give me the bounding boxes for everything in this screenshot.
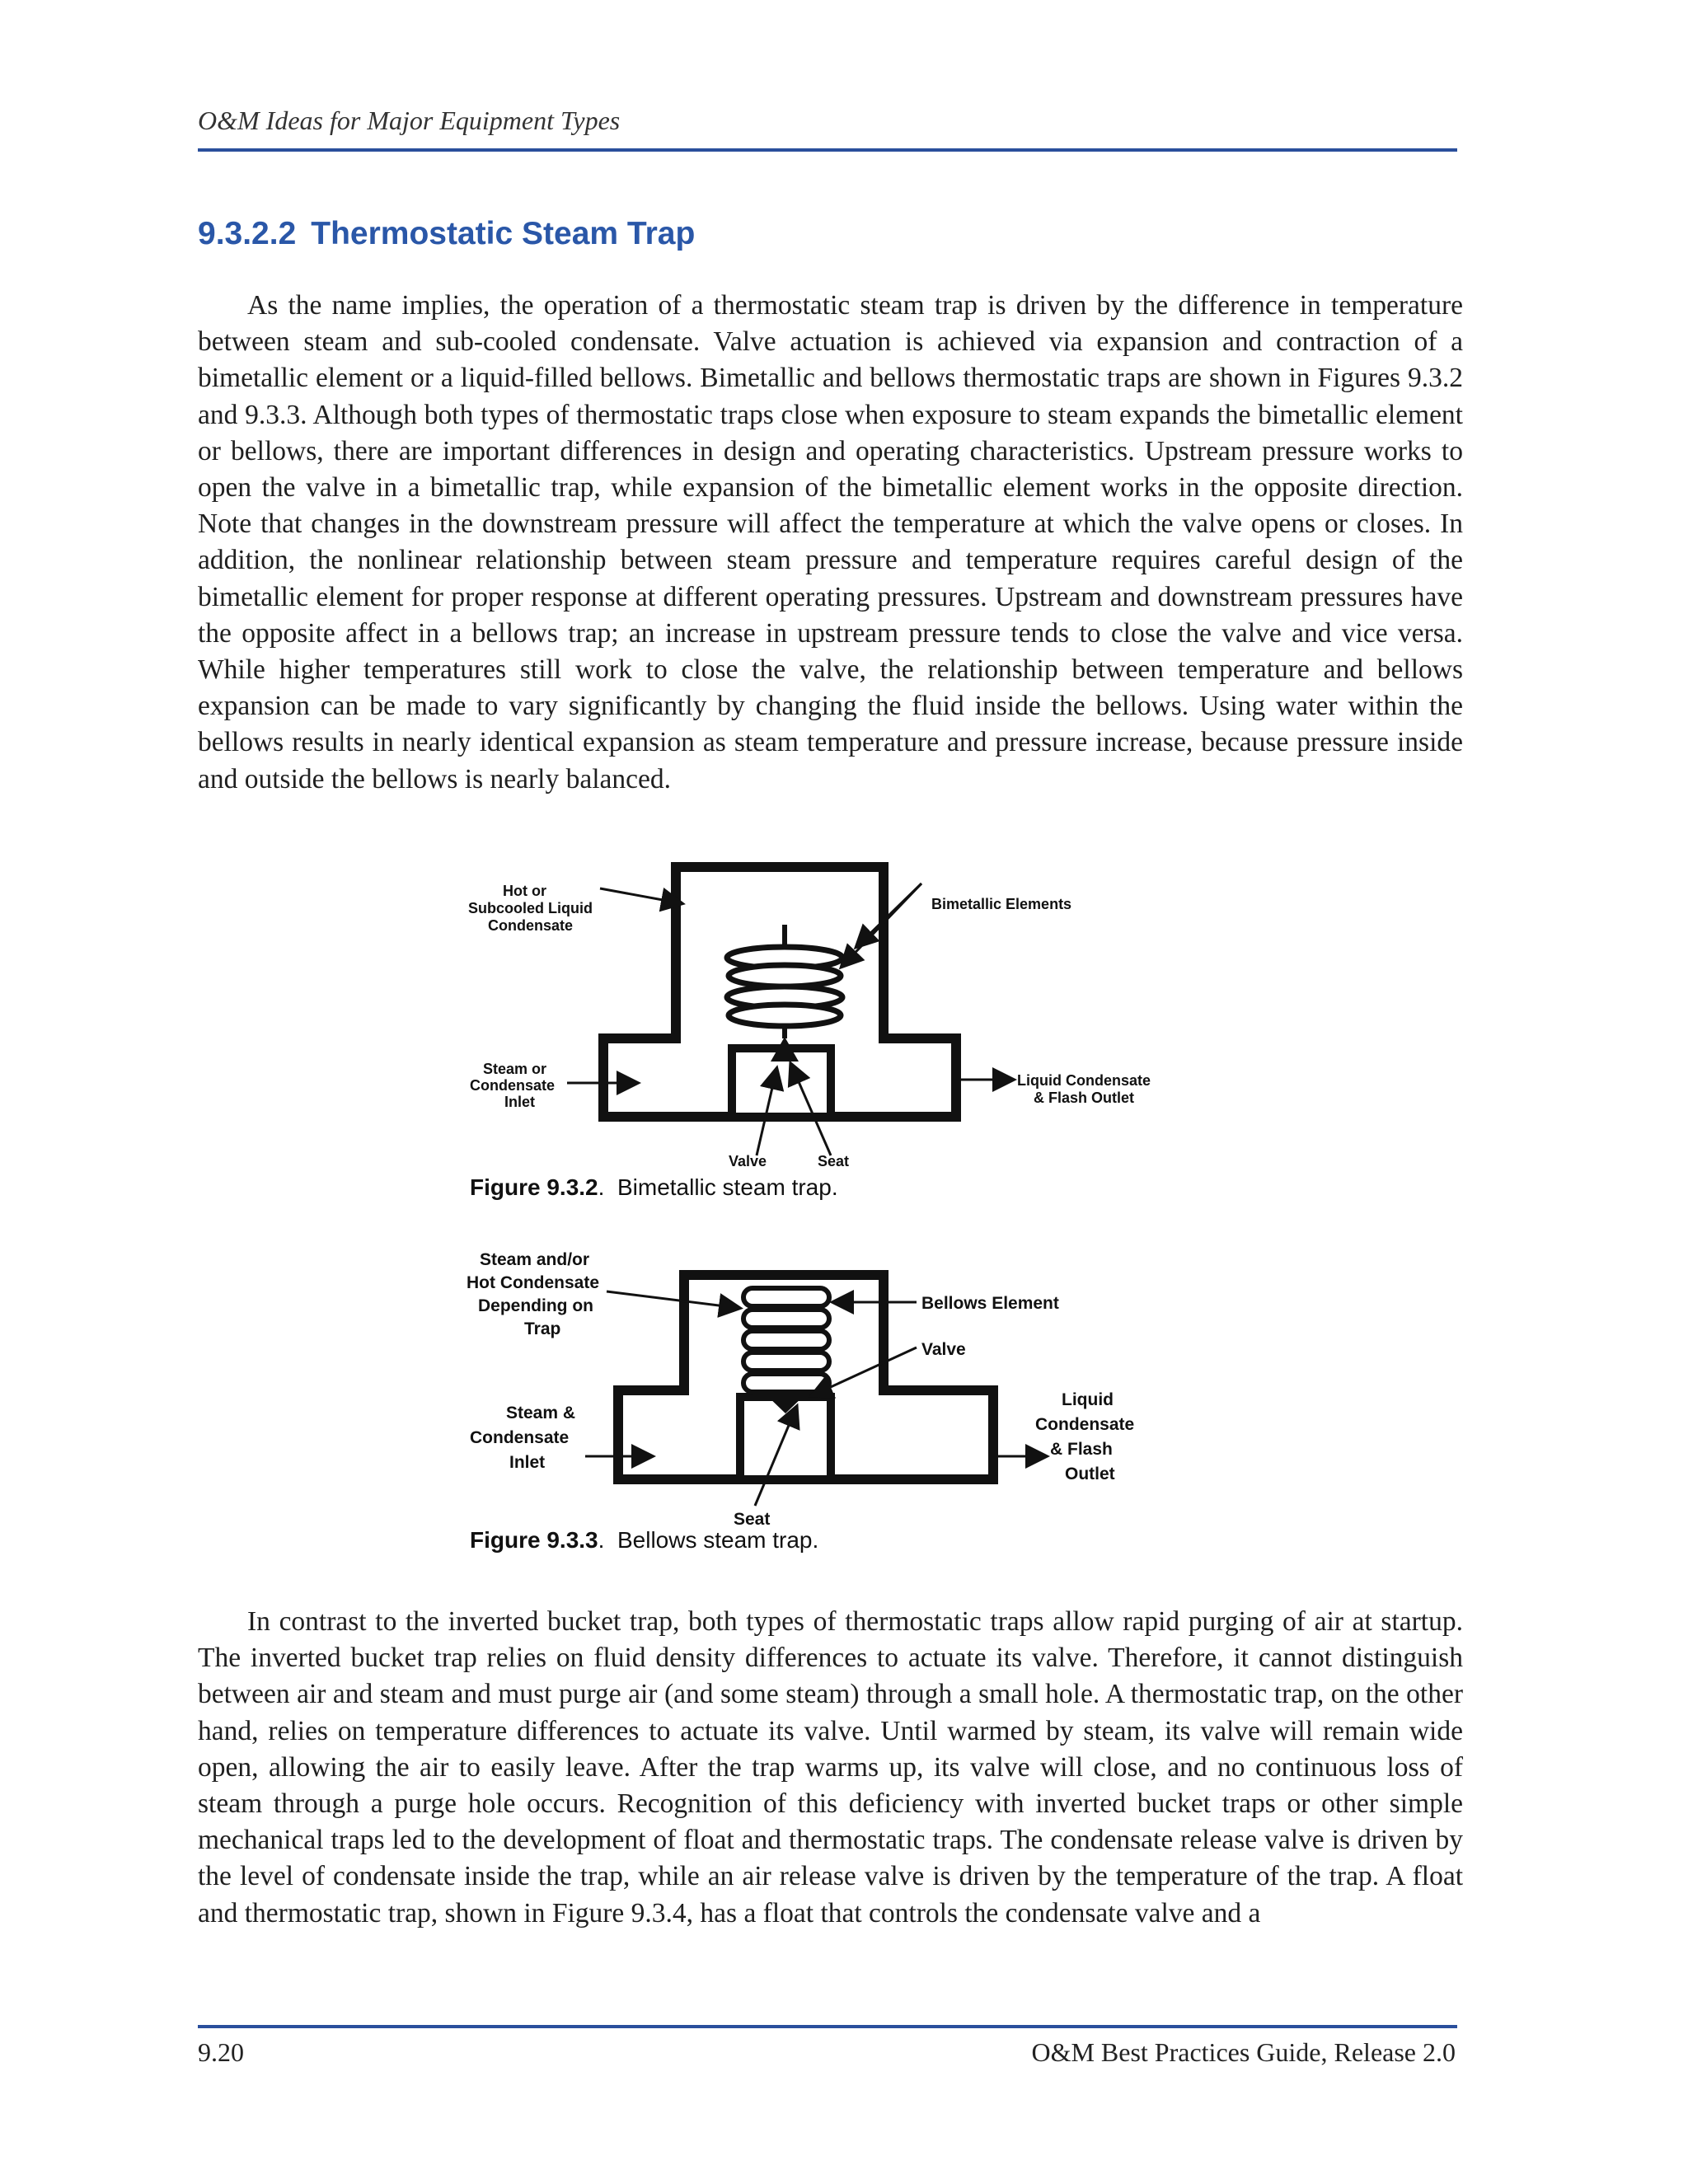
caption-text: Bellows steam trap. [617,1527,819,1553]
label-outlet-3: & Flash [1050,1440,1113,1459]
label-outlet-1: Liquid [1062,1390,1114,1409]
section-heading [198,216,695,252]
label-steam-hot-1: Steam and/or [480,1250,590,1269]
header-rule [198,148,1457,152]
figure-caption: Figure 9.3.3. Bellows steam trap. [470,1527,819,1553]
figure-bellows-trap [445,1240,1187,1529]
label-valve: Valve [921,1340,966,1359]
label-steam-inlet-2: Condensate [470,1077,556,1094]
label-steam-hot-2: Hot Condensate [467,1273,600,1292]
caption-text: Bimetallic steam trap. [617,1174,838,1200]
label-bimetallic-elements: Bimetallic Elements [931,896,1072,912]
label-valve: Valve [729,1153,767,1169]
label-outlet-2: Condensate [1035,1415,1135,1434]
label-inlet-2: Condensate [470,1428,570,1447]
label-liquid-outlet-1: Liquid Condensate [1017,1072,1151,1089]
body-paragraph: As the name implies, the operation of a thermostatic steam trap is driven by the difference in temperature between steam and sub-cooled condensate. Valve actuation is achieved via expansion and contraction of a bimetallic element or a liquid-filled bellows. Bimetallic and bellows thermostatic traps are shown in Figures 9.3.2 and 9.3.3. Although both types of thermostatic traps close when exposure to steam expands the bimetallic element or bellows, there are important differences in design and operating characteristics. Upstream pressure works to open the valve in a bimetallic trap, while expansion of the bimetallic element works in the opposite direction. Note that changes in the downstream pressure will affect the temperature at which the valve opens or closes. In addition, the nonlinear relationship between steam pressure and temperature requires careful design of the bimetallic element for proper response at different operating pressures. Upstream and downstream pressures have the opposite affect in a bellows trap; an increase in upstream pressure tends to close the valve and vice versa. While higher temperatures still work to close the valve, the relationship between temperature and bellows expansion can be made to vary significantly by changing the fluid inside the bellows. Using water within the bellows results in nearly identical expansion as steam temperature and pressure increase, because pressure inside and outside the bellows is nearly balanced. [198,290,1463,794]
label-seat: Seat [734,1510,771,1529]
bimetallic-trap-diagram [445,849,1187,1170]
label-inlet-1: Steam & [506,1404,576,1422]
label-steam-inlet-3: Inlet [504,1094,536,1110]
label-outlet-4: Outlet [1065,1465,1115,1483]
page-number: 9.20 [198,2037,244,2067]
caption-label: Figure 9.3.3 [470,1527,598,1553]
label-bellows-element: Bellows Element [921,1294,1059,1313]
figure-bimetallic-trap [445,849,1187,1170]
bimetallic-discs [727,947,842,1026]
bellows-trap-diagram [445,1240,1187,1529]
section-number: 9.3.2.2 [198,216,297,251]
label-steam-hot-3: Depending on [478,1296,593,1315]
bellows-element [743,1288,829,1392]
document-title: O&M Best Practices Guide, Release 2.0 [1031,2037,1456,2067]
section-title-text: Thermostatic Steam Trap [311,216,696,251]
figure-caption: Figure 9.3.2. Bimetallic steam trap. [470,1174,838,1200]
label-hot-condensate-1: Hot or [503,883,546,899]
label-liquid-outlet-2: & Flash Outlet [1034,1090,1135,1106]
body-paragraph: In contrast to the inverted bucket trap, both types of thermostatic traps allow rapid purging of air at startup. The inverted bucket trap relies on fluid density differences to actuate its valve. Therefore, it cannot distinguish between air and steam and must purge air (and some steam) through a small hole. A thermostatic trap, on the other hand, relies on temperature differences to actuate its valve. Until warmed by steam, its valve will remain wide open, allowing the air to easily leave. After the trap warms up, its valve will close, and no continuous loss of steam through a purge hole occurs. Recognition of this deficiency with inverted bucket traps or other simple mechanical traps led to the development of float and thermostatic traps. The condensate release valve is driven by the level of condensate inside the trap, while an air release valve is driven by the temperature of the trap. A float and thermostatic trap, shown in Figure 9.3.4, has a float that controls the condensate valve and a [198,1606,1463,1929]
footer-rule [198,2025,1457,2028]
label-seat: Seat [818,1153,850,1169]
running-header: O&M Ideas for Major Equipment Types [198,105,621,135]
label-inlet-3: Inlet [509,1453,546,1472]
label-hot-condensate-3: Condensate [488,917,574,934]
label-hot-condensate-2: Subcooled Liquid [468,900,593,916]
caption-label: Figure 9.3.2 [470,1174,598,1200]
label-steam-hot-4: Trap [524,1319,561,1338]
label-steam-inlet-1: Steam or [483,1061,547,1077]
